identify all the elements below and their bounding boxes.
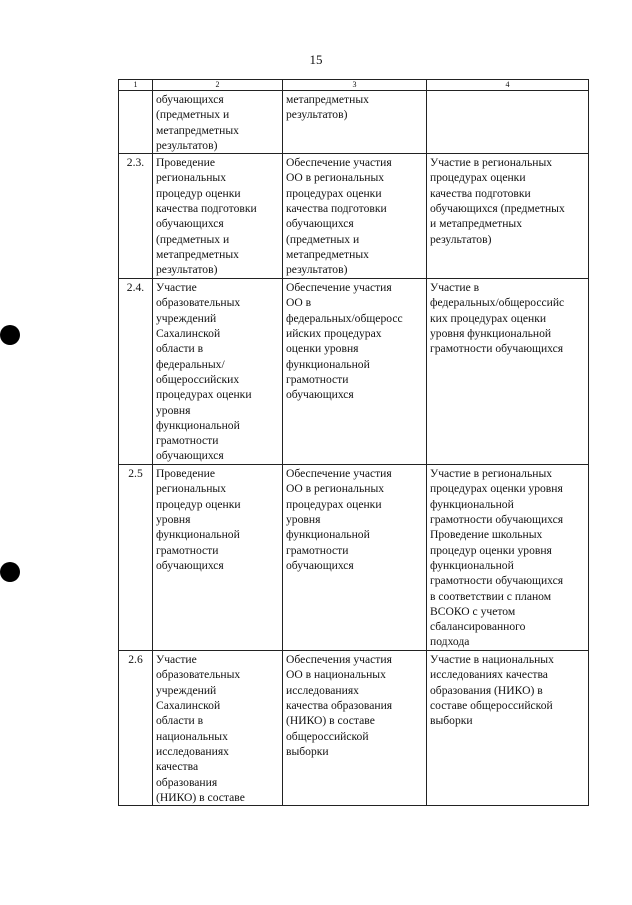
task-cell: Обеспечение участия ОО в федеральных/общеросс ийских процедурах оценки уровня функциональной грамотности обучающихся xyxy=(283,279,427,465)
result-cell xyxy=(427,91,589,154)
event-cell: обучающихся (предметных и метапредметных результатов) xyxy=(153,91,283,154)
punch-hole-mark-top xyxy=(0,325,20,345)
column-number-header: 4 xyxy=(427,80,589,91)
row-number-cell xyxy=(119,91,153,154)
event-cell: Проведение региональных процедур оценки качества подготовки обучающихся (предметных и метапредметных результатов) xyxy=(153,154,283,279)
task-cell: метапредметных результатов) xyxy=(283,91,427,154)
result-cell: Участие в региональных процедурах оценки уровня функциональной грамотности обучающихся Проведение школьных процедур оценки уровня функциональной грамотности обучающихся в соответствии с планом ВСОКО с учетом сбалансированного подхода xyxy=(427,465,589,651)
column-number-header: 2 xyxy=(153,80,283,91)
table-row xyxy=(119,651,589,806)
page-number: 15 xyxy=(309,52,323,67)
table-row xyxy=(119,465,589,651)
column-number-header: 3 xyxy=(283,80,427,91)
result-cell: Участие в федеральных/общероссийс ких процедурах оценки уровня функциональной грамотности обучающихся xyxy=(427,279,589,465)
table-row xyxy=(119,91,589,154)
column-number-header: 1 xyxy=(119,80,153,91)
row-number-cell: 2.4. xyxy=(119,279,153,465)
row-number-cell: 2.6 xyxy=(119,651,153,806)
table-row xyxy=(119,279,589,465)
task-cell: Обеспечения участия ОО в национальных исследованиях качества образования (НИКО) в составе общероссийской выборки xyxy=(283,651,427,806)
result-cell: Участие в национальных исследованиях качества образования (НИКО) в составе общероссийской выборки xyxy=(427,651,589,806)
event-cell: Участие образовательных учреждений Сахалинской области в национальных исследованиях качества образования (НИКО) в составе xyxy=(153,651,283,806)
table-row xyxy=(119,154,589,279)
task-cell: Обеспечение участия ОО в региональных процедурах оценки уровня функциональной грамотности обучающихся xyxy=(283,465,427,651)
task-cell: Обеспечение участия ОО в региональных процедурах оценки качества подготовки обучающихся (предметных и метапредметных результатов) xyxy=(283,154,427,279)
result-cell: Участие в региональных процедурах оценки качества подготовки обучающихся (предметных и метапредметных результатов) xyxy=(427,154,589,279)
row-number-cell: 2.3. xyxy=(119,154,153,279)
table-header-row xyxy=(119,80,589,91)
event-cell: Проведение региональных процедур оценки уровня функциональной грамотности обучающихся xyxy=(153,465,283,651)
plan-table xyxy=(118,79,589,806)
event-cell: Участие образовательных учреждений Сахалинской области в федеральных/ общероссийских процедурах оценки уровня функциональной грамотности обучающихся xyxy=(153,279,283,465)
punch-hole-mark-bottom xyxy=(0,562,20,582)
row-number-cell: 2.5 xyxy=(119,465,153,651)
